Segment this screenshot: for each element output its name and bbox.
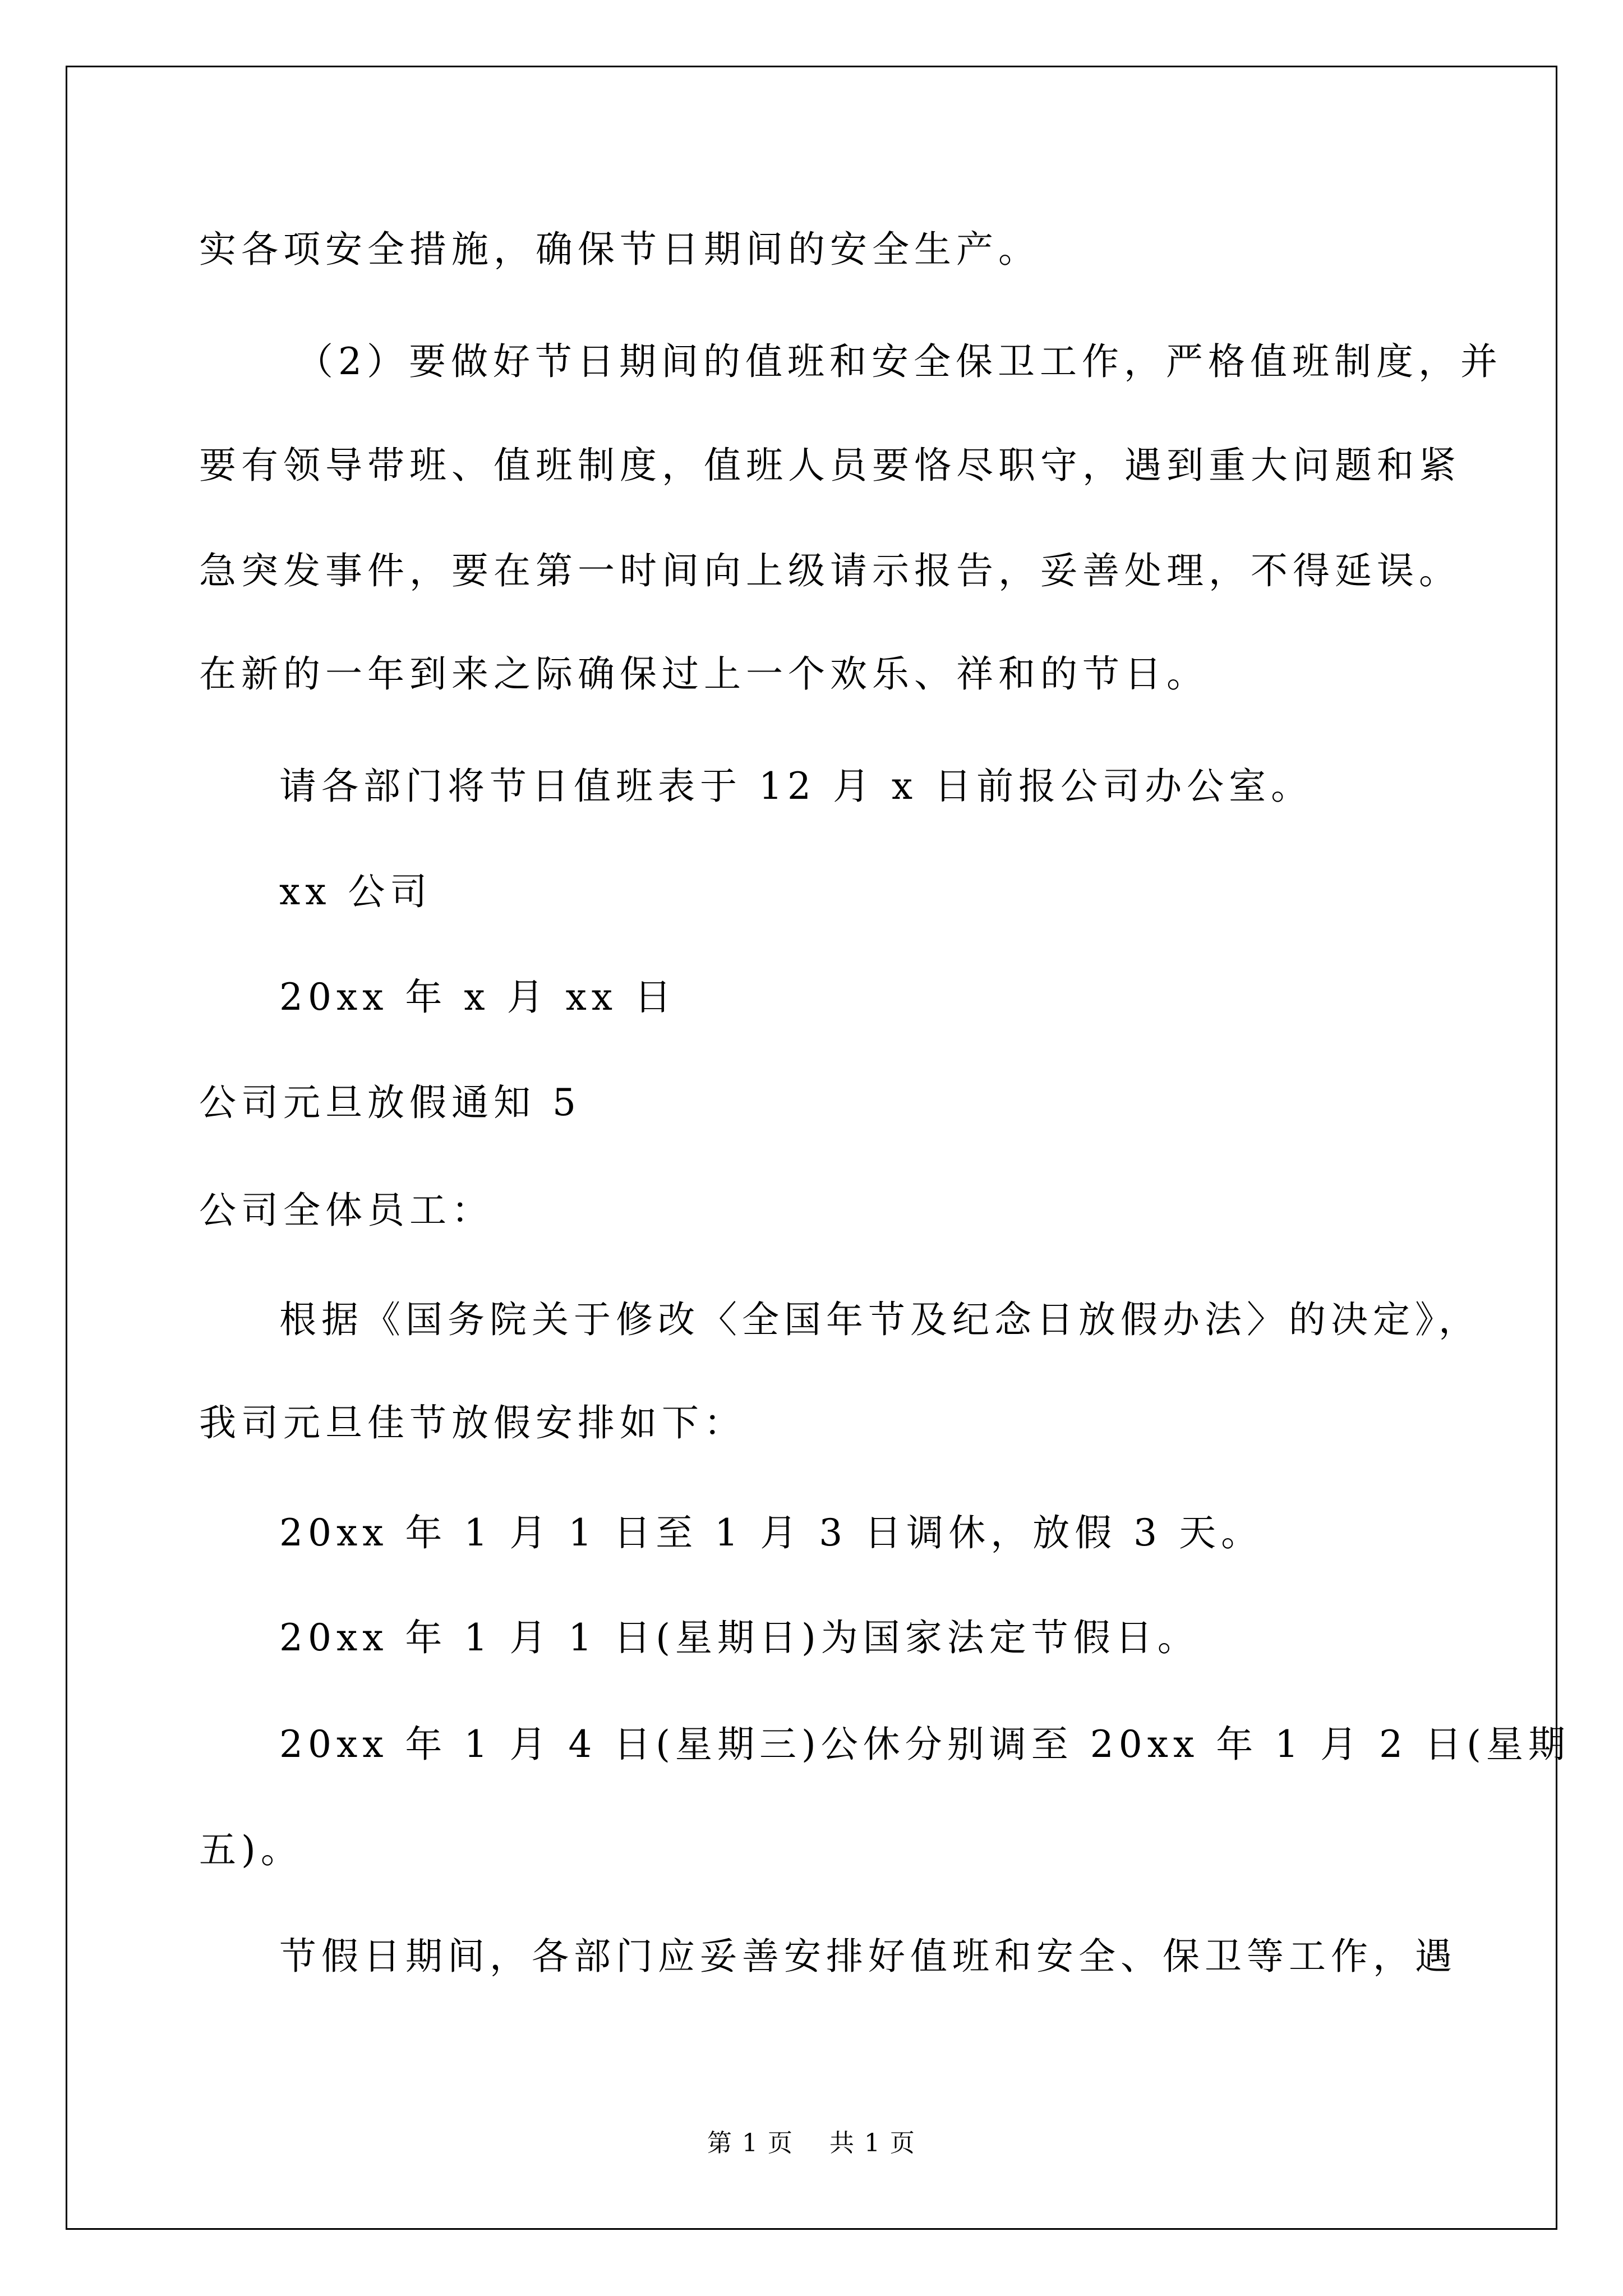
text-line-12: 我司元旦佳节放假安排如下： [199,1401,746,1444]
footer-page-number: 第 1 页 [707,2129,794,2157]
text-line-1: 实各项安全措施，确保节日期间的安全生产。 [199,228,1040,271]
text-line-11: 根据《国务院关于修改〈全国年节及纪念日放假办法〉的决定》， [279,1298,1481,1341]
text-line-2: （2）要做好节日期间的值班和安全保卫工作，严格值班制度，并 [296,340,1502,383]
text-line-6: 请各部门将节日值班表于 12 月 x 日前报公司办公室。 [279,765,1313,808]
text-line-13: 20xx 年 1 月 1 日至 1 月 3 日调休，放假 3 天。 [279,1511,1264,1554]
text-line-17: 节假日期间，各部门应妥善安排好值班和安全、保卫等工作，遇 [279,1935,1457,1978]
page-footer [0,2129,1623,2158]
page-border [66,66,1557,2230]
text-line-3: 要有领导带班、值班制度，值班人员要恪尽职守，遇到重大问题和紧 [199,444,1461,487]
text-line-9: 公司元旦放假通知 5 [199,1081,581,1124]
footer-total-pages: 共 1 页 [829,2129,916,2157]
text-line-15: 20xx 年 1 月 4 日(星期三)公休分别调至 20xx 年 1 月 2 日(星期 [279,1723,1570,1766]
text-line-4: 急突发事件，要在第一时间向上级请示报告，妥善处理，不得延误。 [199,549,1461,592]
text-line-16: 五)。 [199,1828,303,1871]
text-line-14: 20xx 年 1 月 1 日(星期日)为国家法定节假日。 [279,1616,1200,1659]
text-line-7: xx 公司 [279,870,432,913]
text-line-8: 20xx 年 x 月 xx 日 [279,976,676,1019]
text-line-10: 公司全体员工： [199,1189,494,1232]
text-line-5: 在新的一年到来之际确保过上一个欢乐、祥和的节日。 [199,652,1209,696]
